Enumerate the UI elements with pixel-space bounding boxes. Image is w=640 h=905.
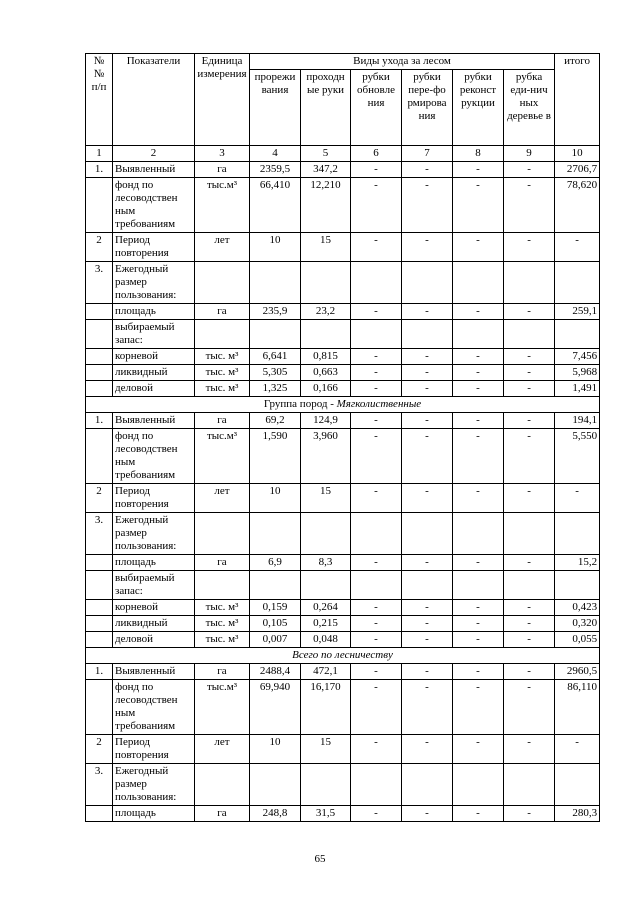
row-total: 78,620 (555, 178, 600, 233)
column-number: 7 (402, 146, 453, 162)
row-number (86, 178, 113, 233)
row-number: 3. (86, 513, 113, 555)
table-row (86, 632, 600, 648)
row-value: 235,9 (250, 304, 301, 320)
row-value: 10 (250, 484, 301, 513)
row-value: 15 (301, 484, 351, 513)
row-value (250, 320, 301, 349)
row-value: 15 (301, 735, 351, 764)
row-value: - (402, 680, 453, 735)
row-number (86, 304, 113, 320)
table-row (86, 616, 600, 632)
header-col-reform: рубки пере-фо рмирова ния (402, 70, 453, 146)
row-indicator: площадь (113, 304, 195, 320)
table-row (86, 664, 600, 680)
row-number: 2 (86, 233, 113, 262)
row-value: 3,960 (301, 429, 351, 484)
row-number (86, 555, 113, 571)
row-value: - (504, 680, 555, 735)
row-value (453, 571, 504, 600)
row-total (555, 513, 600, 555)
row-number: 1. (86, 162, 113, 178)
section-title: Группа пород - Мягколиственные (86, 397, 600, 413)
row-value: - (453, 365, 504, 381)
row-value: - (453, 806, 504, 822)
row-value: - (453, 680, 504, 735)
row-number (86, 680, 113, 735)
row-value: 23,2 (301, 304, 351, 320)
row-value: - (504, 349, 555, 365)
row-total: - (555, 233, 600, 262)
row-number (86, 616, 113, 632)
column-number: 1 (86, 146, 113, 162)
row-value (504, 513, 555, 555)
row-value: 15 (301, 233, 351, 262)
row-unit: га (195, 413, 250, 429)
row-value: - (351, 413, 402, 429)
row-number (86, 381, 113, 397)
row-unit (195, 320, 250, 349)
row-value: - (453, 484, 504, 513)
row-value: 0,663 (301, 365, 351, 381)
row-unit (195, 513, 250, 555)
row-unit: тыс. м³ (195, 365, 250, 381)
row-value (301, 262, 351, 304)
row-indicator: Выявленный (113, 413, 195, 429)
row-value: - (504, 735, 555, 764)
row-value: 0,264 (301, 600, 351, 616)
table-row (86, 484, 600, 513)
row-value: - (504, 484, 555, 513)
row-value: - (402, 162, 453, 178)
row-value: - (402, 806, 453, 822)
row-value: - (453, 233, 504, 262)
column-number: 6 (351, 146, 402, 162)
row-indicator: Ежегодный размер пользования: (113, 513, 195, 555)
row-unit: тыс. м³ (195, 632, 250, 648)
row-value (351, 571, 402, 600)
row-value (402, 571, 453, 600)
row-value: - (504, 304, 555, 320)
row-value: - (453, 429, 504, 484)
row-value: 0,105 (250, 616, 301, 632)
row-unit: тыс. м³ (195, 381, 250, 397)
row-value: 10 (250, 233, 301, 262)
row-value: - (453, 600, 504, 616)
row-total (555, 764, 600, 806)
column-number: 8 (453, 146, 504, 162)
table-row (86, 162, 600, 178)
row-value: - (402, 429, 453, 484)
row-value (402, 262, 453, 304)
row-value (504, 320, 555, 349)
row-value (250, 513, 301, 555)
column-number: 4 (250, 146, 301, 162)
row-total: 7,456 (555, 349, 600, 365)
row-value: - (351, 735, 402, 764)
row-unit: тыс. м³ (195, 349, 250, 365)
row-number (86, 571, 113, 600)
row-value: - (351, 600, 402, 616)
row-value: - (351, 304, 402, 320)
row-value: - (351, 429, 402, 484)
row-value: - (351, 349, 402, 365)
table-row (86, 349, 600, 365)
row-value (504, 262, 555, 304)
row-total: 5,550 (555, 429, 600, 484)
row-value: 10 (250, 735, 301, 764)
row-value: - (351, 365, 402, 381)
row-value: - (402, 233, 453, 262)
row-value: - (504, 365, 555, 381)
row-indicator: фонд по лесоводствен ным требованиям (113, 680, 195, 735)
row-number: 1. (86, 413, 113, 429)
row-number: 2 (86, 735, 113, 764)
row-value: - (504, 429, 555, 484)
row-unit: га (195, 664, 250, 680)
row-value: - (453, 162, 504, 178)
table-row (86, 571, 600, 600)
row-number (86, 429, 113, 484)
row-value: - (351, 555, 402, 571)
row-indicator: корневой (113, 600, 195, 616)
row-value: - (453, 632, 504, 648)
row-unit (195, 764, 250, 806)
row-value: - (402, 600, 453, 616)
row-value: 0,215 (301, 616, 351, 632)
row-value (402, 320, 453, 349)
row-value (351, 764, 402, 806)
row-total: 0,320 (555, 616, 600, 632)
table-row (86, 320, 600, 349)
row-value (301, 320, 351, 349)
row-value: - (453, 178, 504, 233)
row-indicator: выбираемый запас: (113, 571, 195, 600)
row-indicator: площадь (113, 555, 195, 571)
row-value: 0,815 (301, 349, 351, 365)
row-value: 16,170 (301, 680, 351, 735)
row-value: - (402, 349, 453, 365)
row-value (453, 320, 504, 349)
row-total: 86,110 (555, 680, 600, 735)
header-col-single-tree: рубка еди-нич ных деревье в (504, 70, 555, 146)
row-unit: га (195, 555, 250, 571)
column-number: 10 (555, 146, 600, 162)
row-value: 66,410 (250, 178, 301, 233)
row-value (504, 571, 555, 600)
row-total: 15,2 (555, 555, 600, 571)
table-row (86, 178, 600, 233)
row-value: - (504, 555, 555, 571)
row-total: 2960,5 (555, 664, 600, 680)
row-value (250, 571, 301, 600)
row-total (555, 262, 600, 304)
row-value: 0,166 (301, 381, 351, 397)
row-value: - (504, 178, 555, 233)
header-col-reconstruct: рубки реконст рукции (453, 70, 504, 146)
row-value: - (402, 555, 453, 571)
row-value: - (453, 381, 504, 397)
row-unit: тыс. м³ (195, 616, 250, 632)
row-value: - (351, 632, 402, 648)
row-value: - (504, 664, 555, 680)
row-value: - (351, 484, 402, 513)
header-col-passage: проходн ые руки (301, 70, 351, 146)
row-indicator: ликвидный (113, 616, 195, 632)
row-total: 1,491 (555, 381, 600, 397)
row-indicator: Выявленный (113, 162, 195, 178)
row-value: 1,590 (250, 429, 301, 484)
row-value: - (453, 349, 504, 365)
row-unit: тыс. м³ (195, 600, 250, 616)
row-value: - (351, 233, 402, 262)
header-col-renewal: рубки обновле ния (351, 70, 402, 146)
row-unit: лет (195, 735, 250, 764)
row-value: - (402, 413, 453, 429)
table-row (86, 513, 600, 555)
row-value (250, 764, 301, 806)
row-value: - (453, 555, 504, 571)
header-indicator: Показатели (113, 54, 195, 146)
row-value: 248,8 (250, 806, 301, 822)
row-value: 69,2 (250, 413, 301, 429)
row-value (453, 764, 504, 806)
row-value: 5,305 (250, 365, 301, 381)
row-value (351, 320, 402, 349)
row-value (504, 764, 555, 806)
table-row (86, 413, 600, 429)
row-value: 6,9 (250, 555, 301, 571)
row-value: - (351, 616, 402, 632)
row-value: - (402, 616, 453, 632)
column-number: 5 (301, 146, 351, 162)
row-value: - (504, 616, 555, 632)
row-total: 280,3 (555, 806, 600, 822)
row-value: - (402, 381, 453, 397)
row-unit: га (195, 162, 250, 178)
row-value: 472,1 (301, 664, 351, 680)
row-total (555, 320, 600, 349)
header-care-types: Виды ухода за лесом (250, 54, 555, 70)
table-row (86, 555, 600, 571)
row-value (351, 262, 402, 304)
row-indicator: выбираемый запас: (113, 320, 195, 349)
row-value: - (402, 365, 453, 381)
row-unit: га (195, 806, 250, 822)
row-value: - (504, 806, 555, 822)
row-unit: лет (195, 233, 250, 262)
table-row (86, 764, 600, 806)
header-col-thinning: прорежи вания (250, 70, 301, 146)
row-indicator: Выявленный (113, 664, 195, 680)
row-value (402, 513, 453, 555)
row-value (301, 764, 351, 806)
row-value: - (504, 632, 555, 648)
row-value (301, 513, 351, 555)
row-indicator: площадь (113, 806, 195, 822)
row-total: - (555, 484, 600, 513)
row-value: - (402, 735, 453, 764)
row-unit: тыс.м³ (195, 680, 250, 735)
row-value: - (504, 162, 555, 178)
row-value: 2488,4 (250, 664, 301, 680)
row-value: 0,007 (250, 632, 301, 648)
table-row (86, 365, 600, 381)
row-unit: тыс.м³ (195, 178, 250, 233)
row-value: 12,210 (301, 178, 351, 233)
row-value: - (402, 178, 453, 233)
column-number: 9 (504, 146, 555, 162)
row-value: - (402, 632, 453, 648)
header-unit: Единица измерения (195, 54, 250, 146)
row-number (86, 365, 113, 381)
section-title: Всего по лесничеству (86, 648, 600, 664)
row-value: 31,5 (301, 806, 351, 822)
row-number: 2 (86, 484, 113, 513)
page-number: 65 (314, 853, 326, 865)
row-value: - (351, 178, 402, 233)
row-value: - (504, 381, 555, 397)
row-value (351, 513, 402, 555)
row-value: - (351, 806, 402, 822)
table-row (86, 304, 600, 320)
row-total: 194,1 (555, 413, 600, 429)
row-value (453, 262, 504, 304)
row-indicator: Период повторения (113, 735, 195, 764)
row-value: 69,940 (250, 680, 301, 735)
row-value: - (453, 664, 504, 680)
row-unit (195, 571, 250, 600)
row-indicator: деловой (113, 632, 195, 648)
row-value: - (402, 304, 453, 320)
table-row (86, 262, 600, 304)
table-row (86, 381, 600, 397)
row-value (250, 262, 301, 304)
row-total: 0,055 (555, 632, 600, 648)
header-total: итого (555, 54, 600, 146)
row-total: - (555, 735, 600, 764)
row-value: - (504, 600, 555, 616)
row-value: 2359,5 (250, 162, 301, 178)
row-value: 124,9 (301, 413, 351, 429)
table-row (86, 233, 600, 262)
row-value: - (351, 162, 402, 178)
forest-care-table (85, 53, 600, 822)
row-number: 1. (86, 664, 113, 680)
row-indicator: корневой (113, 349, 195, 365)
row-unit: тыс.м³ (195, 429, 250, 484)
row-value (301, 571, 351, 600)
row-indicator: ликвидный (113, 365, 195, 381)
row-value: 0,159 (250, 600, 301, 616)
row-number (86, 320, 113, 349)
row-value (402, 764, 453, 806)
row-value (453, 513, 504, 555)
row-value: - (504, 413, 555, 429)
row-value: - (453, 304, 504, 320)
table-row (86, 680, 600, 735)
row-value: 347,2 (301, 162, 351, 178)
row-value: - (504, 233, 555, 262)
row-number: 3. (86, 764, 113, 806)
table-row (86, 806, 600, 822)
row-indicator: Ежегодный размер пользования: (113, 262, 195, 304)
row-total (555, 571, 600, 600)
row-value: - (453, 413, 504, 429)
table-row (86, 735, 600, 764)
row-number: 3. (86, 262, 113, 304)
row-value: - (351, 680, 402, 735)
row-number (86, 600, 113, 616)
row-total: 2706,7 (555, 162, 600, 178)
row-total: 5,968 (555, 365, 600, 381)
row-value: - (351, 381, 402, 397)
row-number (86, 349, 113, 365)
table-row (86, 429, 600, 484)
row-total: 259,1 (555, 304, 600, 320)
row-value: 8,3 (301, 555, 351, 571)
table-row (86, 600, 600, 616)
column-number: 2 (113, 146, 195, 162)
row-value: - (402, 484, 453, 513)
row-indicator: Период повторения (113, 233, 195, 262)
row-value: - (402, 664, 453, 680)
row-indicator: Ежегодный размер пользования: (113, 764, 195, 806)
row-indicator: фонд по лесоводствен ным требованиям (113, 178, 195, 233)
row-indicator: деловой (113, 381, 195, 397)
row-value: 0,048 (301, 632, 351, 648)
row-indicator: Период повторения (113, 484, 195, 513)
row-value: 6,641 (250, 349, 301, 365)
row-unit (195, 262, 250, 304)
column-number: 3 (195, 146, 250, 162)
row-number (86, 632, 113, 648)
row-value: - (453, 735, 504, 764)
row-value: - (351, 664, 402, 680)
header-number: № № п/п (86, 54, 113, 146)
row-unit: га (195, 304, 250, 320)
row-value: 1,325 (250, 381, 301, 397)
row-total: 0,423 (555, 600, 600, 616)
row-indicator: фонд по лесоводствен ным требованиям (113, 429, 195, 484)
row-unit: лет (195, 484, 250, 513)
row-number (86, 806, 113, 822)
row-value: - (453, 616, 504, 632)
